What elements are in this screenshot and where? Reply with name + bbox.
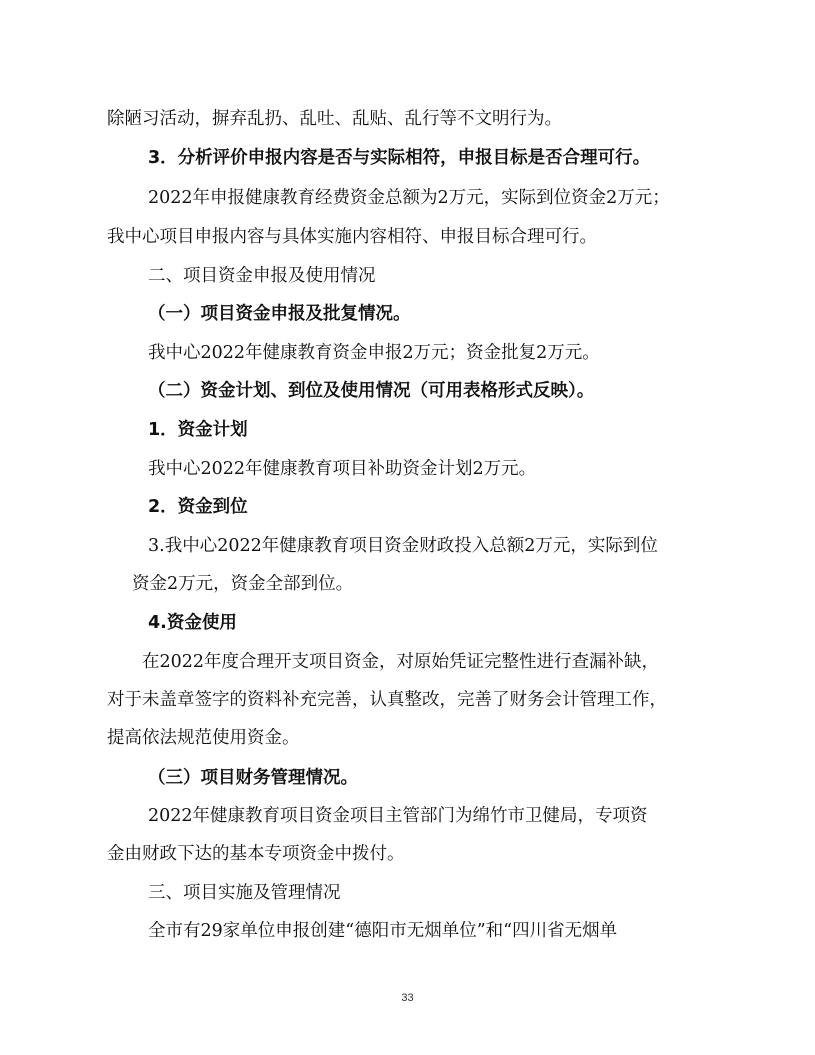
- subheading-2: （二）资金计划、到位及使用情况（可用表格形式反映）。: [148, 381, 595, 401]
- body-text-line: 金由财政下达的基本专项资金中拨付。: [107, 844, 405, 864]
- body-text-line: 我中心2022年健康教育项目补助资金计划2万元。: [148, 459, 537, 479]
- body-text-line: 除陋习活动，摒弃乱扔、乱吐、乱贴、乱行等不文明行为。: [107, 109, 562, 129]
- body-text-line: 我中心2022年健康教育资金申报2万元；资金批复2万元。: [148, 343, 600, 363]
- section-heading-3: 三、项目实施及管理情况: [148, 883, 341, 903]
- section-heading-2: 二、项目资金申报及使用情况: [148, 266, 376, 286]
- body-text-line: 全市有29家单位申报创建“德阳市无烟单位”和“四川省无烟单: [148, 921, 618, 941]
- page-number: 33: [401, 992, 414, 1004]
- body-text-line: 3.我中心2022年健康教育项目资金财政投入总额2万元，实际到位: [148, 536, 658, 556]
- body-text-line: 我中心项目申报内容与具体实施内容相符、申报目标合理可行。: [107, 227, 597, 247]
- item-heading-4: 4.资金使用: [148, 613, 237, 633]
- body-text-line: 对于未盖章签字的资料补充完善，认真整改，完善了财务会计管理工作，: [107, 690, 667, 710]
- body-text-line: 在2022年度合理开支项目资金，对原始凭证完整性进行查漏补缺，: [142, 652, 660, 672]
- subheading-3: （三）项目财务管理情况。: [148, 768, 358, 788]
- body-text-line: 资金2万元，资金全部到位。: [132, 574, 354, 594]
- body-text-line: 2022年健康教育项目资金项目主管部门为绵竹市卫健局，专项资: [148, 806, 648, 826]
- subheading-1: （一）项目资金申报及批复情况。: [148, 304, 411, 324]
- body-text-line: 提高依法规范使用资金。: [107, 728, 300, 748]
- body-text-line: 2022年申报健康教育经费资金总额为2万元，实际到位资金2万元；: [148, 188, 670, 208]
- item-heading-1: 1．资金计划: [148, 420, 248, 440]
- item-heading-2: 2．资金到位: [148, 497, 248, 517]
- heading-3: 3．分析评价申报内容是否与实际相符，申报目标是否合理可行。: [148, 148, 651, 168]
